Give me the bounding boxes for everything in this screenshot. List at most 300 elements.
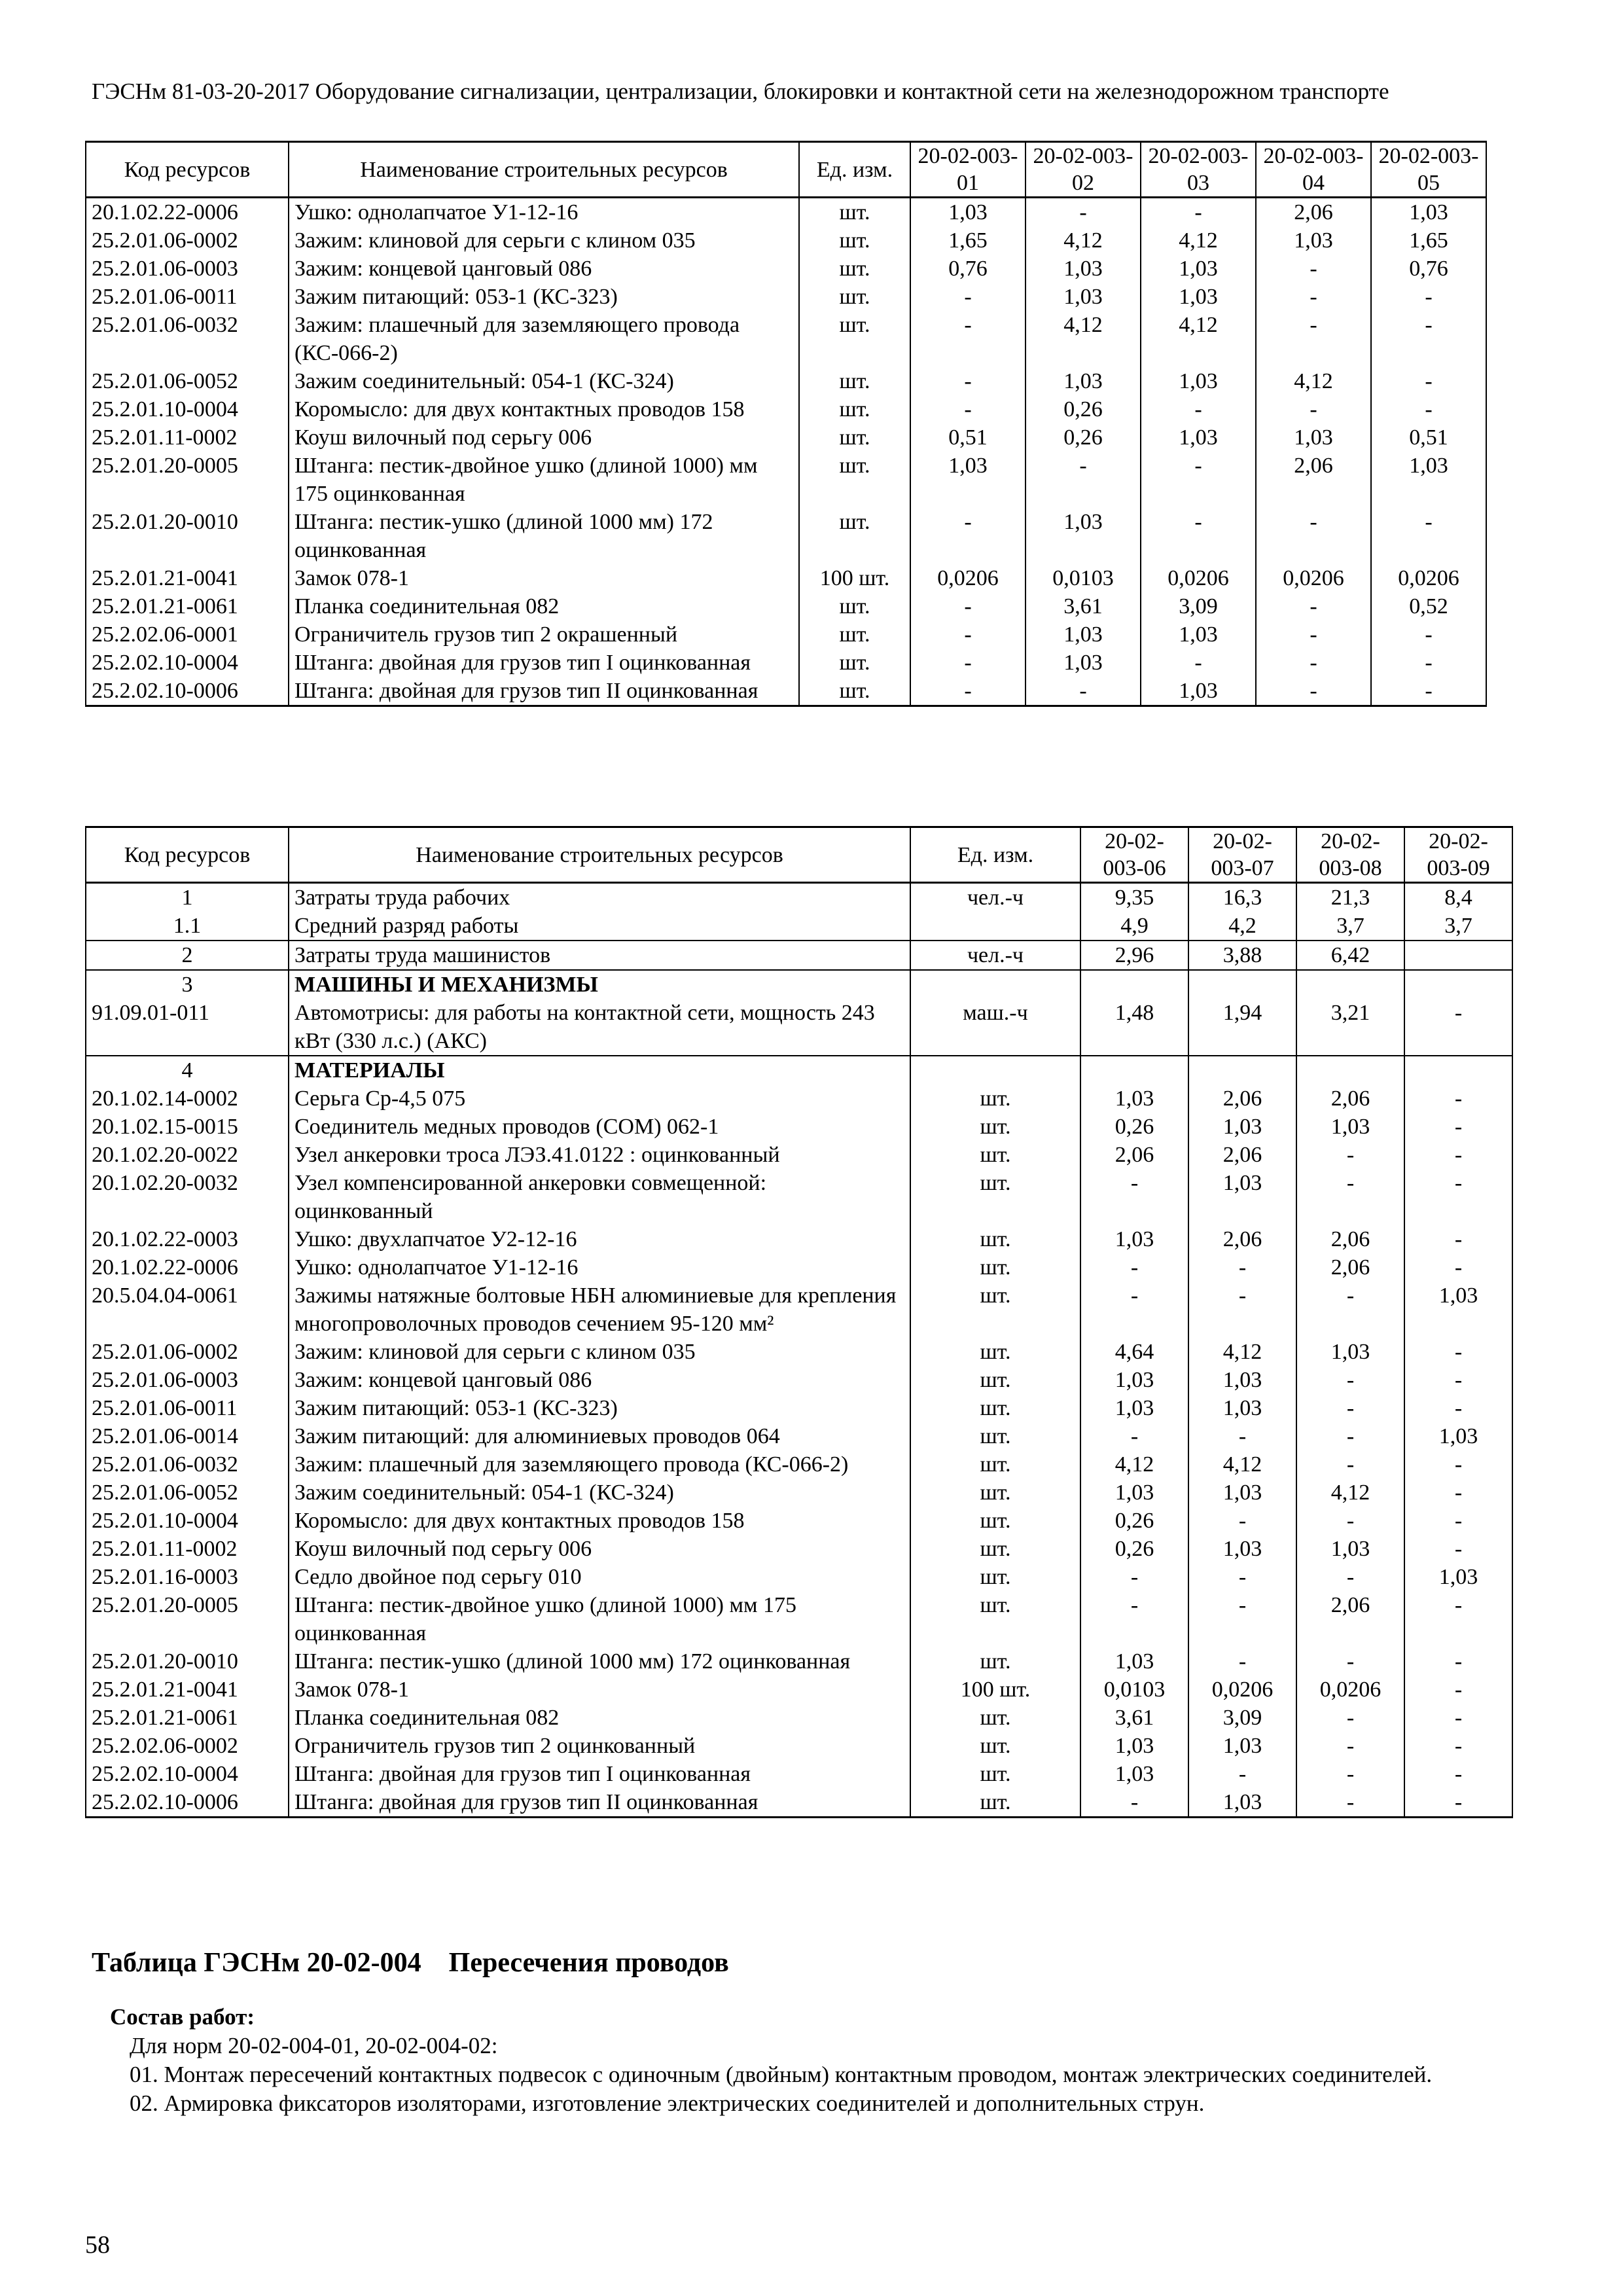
norm-value: - [910,395,1026,423]
table-row [86,1085,1512,1113]
resource-name: Зажим соединительный: 054-1 (КС-324) [289,367,799,395]
resource-code: 25.2.02.06-0002 [86,1732,289,1760]
norm-value: 1,03 [910,452,1026,508]
table-row [86,283,1486,311]
resource-code: 25.2.01.06-0014 [86,1422,289,1450]
norm-value: 1,03 [1026,508,1141,564]
column-header: Код ресурсов [86,827,289,883]
unit: шт. [910,1732,1080,1760]
table-row [86,1732,1512,1760]
unit: шт. [910,1760,1080,1788]
norm-value: 3,88 [1188,941,1296,970]
norm-value: - [1141,452,1256,508]
norm-value: 4,12 [1256,367,1371,395]
table-row [86,1169,1512,1225]
resource-name: Коуш вилочный под серьгу 006 [289,423,799,452]
norm-value: 1,03 [1080,1760,1188,1788]
norm-value: - [1404,1366,1512,1394]
table-row [86,423,1486,452]
norm-value: 3,7 [1404,912,1512,941]
norm-value: - [910,367,1026,395]
page-number: 58 [85,2231,110,2259]
norm-value: - [1296,1788,1404,1818]
resource-code: 25.2.01.10-0004 [86,1507,289,1535]
norm-value: 0,0206 [1296,1676,1404,1704]
column-header: 20-02-​003-03 [1141,142,1256,198]
norm-value: - [1256,508,1371,564]
norm-value: - [910,508,1026,564]
resource-name: МАТЕРИАЛЫ [289,1056,910,1085]
norm-value: - [1404,1647,1512,1676]
norm-value: 1,03 [1256,226,1371,255]
norm-value: 1,03 [1371,452,1486,508]
unit: шт. [910,1450,1080,1479]
norm-value: - [1296,1169,1404,1225]
column-header: 20-02-​003-07 [1188,827,1296,883]
norm-value: 1,03 [1141,677,1256,706]
norm-value: 1,03 [1188,1788,1296,1818]
norm-value: 2,06 [1256,452,1371,508]
norm-value: 1,03 [1141,423,1256,452]
unit: шт. [799,423,910,452]
resource-name: Зажим питающий: для алюминиевых проводов 064 [289,1422,910,1450]
norm-value: - [1188,1760,1296,1788]
unit: шт. [910,1788,1080,1818]
norm-value: 0,76 [1371,255,1486,283]
resources-table-2 [85,826,1513,1818]
norm-value: 1,65 [1371,226,1486,255]
resource-code: 25.2.01.06-0011 [86,283,289,311]
resource-code: 1 [86,883,289,912]
section-title: Таблица ГЭСНм 20-02-004 Пересечения проводов [92,1948,729,1978]
resource-name: Зажим: клиновой для серьги с клином 035 [289,1338,910,1366]
norm-value: 0,0206 [1188,1676,1296,1704]
work-composition [110,2003,1484,2118]
resource-name: Средний разряд работы [289,912,910,941]
norm-value: 1,03 [1188,1394,1296,1422]
table-body [86,883,1512,1818]
table-row [86,677,1486,706]
norm-value: - [1080,1591,1188,1647]
resource-name: Замок 078-1 [289,564,799,592]
norm-value: - [1026,452,1141,508]
composition-line: Для норм 20-02-004-01, 20-02-004-02: [130,2033,498,2058]
norm-value: 1,03 [1141,620,1256,649]
resource-name: Ушко: однолапчатое У1-12-16 [289,1253,910,1282]
unit: шт. [799,620,910,649]
norm-value: - [1296,1647,1404,1676]
table-row [86,1676,1512,1704]
norm-value: 1,65 [910,226,1026,255]
norm-value: 1,03 [1080,1085,1188,1113]
norm-value: - [1371,311,1486,367]
resource-name: Штанга: двойная для грузов тип I оцинкованная [289,1760,910,1788]
norm-value: - [1141,198,1256,227]
unit: шт. [799,255,910,283]
unit: шт. [910,1394,1080,1422]
column-header: 20-02-​003-04 [1256,142,1371,198]
resource-code: 20.1.02.20-0032 [86,1169,289,1225]
norm-value: 3,21 [1296,999,1404,1056]
unit: шт. [799,508,910,564]
norm-value: 1,03 [1404,1563,1512,1591]
norm-value: - [1296,1760,1404,1788]
norm-value: - [1256,283,1371,311]
norm-value: - [1141,508,1256,564]
resource-code: 3 [86,970,289,999]
norm-value: - [1256,395,1371,423]
norm-value: 2,06 [1080,1141,1188,1169]
norm-value: - [1404,1253,1512,1282]
resource-code: 25.2.01.21-0061 [86,592,289,620]
table-row [86,1366,1512,1394]
norm-value: 0,0206 [1256,564,1371,592]
norm-value: - [1371,367,1486,395]
column-header: Наименование строительных ресурсов [289,142,799,198]
norm-value: - [910,311,1026,367]
norm-value: 16,3 [1188,883,1296,912]
norm-value: 0,26 [1026,395,1141,423]
table-row [86,367,1486,395]
norm-value: 2,96 [1080,941,1188,970]
resource-name: Затраты труда машинистов [289,941,910,970]
resource-code: 4 [86,1056,289,1085]
resource-code: 25.2.01.06-0032 [86,311,289,367]
table-row [86,1253,1512,1282]
table-row [86,1338,1512,1366]
unit: шт. [910,1535,1080,1563]
norm-value: - [1404,1591,1512,1647]
norm-value: 1,03 [1026,367,1141,395]
resource-code: 20.1.02.20-0022 [86,1141,289,1169]
resource-name: Узел анкеровки троса ЛЭЗ.41.0122 : оцинкованный [289,1141,910,1169]
unit: шт. [910,1507,1080,1535]
norm-value: - [1296,1422,1404,1450]
resource-name: Штанга: пестик-двойное ушко (длиной 1000) мм 175 оцинкованная [289,452,799,508]
unit: шт. [910,1422,1080,1450]
norm-value: - [1404,1113,1512,1141]
table-row [86,1507,1512,1535]
resource-code: 25.2.01.20-0010 [86,1647,289,1676]
unit: шт. [910,1253,1080,1282]
norm-value: - [910,649,1026,677]
norm-value: - [1256,592,1371,620]
table-row [86,1479,1512,1507]
norm-value: 2,06 [1296,1253,1404,1282]
column-header: 20-02-​003-02 [1026,142,1141,198]
norm-value: 1,03 [1188,1535,1296,1563]
resource-name: Ушко: двухлапчатое У2-12-16 [289,1225,910,1253]
norm-value: - [1371,649,1486,677]
norm-value: 2,06 [1296,1225,1404,1253]
norm-value: - [1296,1366,1404,1394]
norm-value: - [1404,1760,1512,1788]
norm-value: 0,0206 [1141,564,1256,592]
norm-value: 0,0103 [1080,1676,1188,1704]
unit: 100 шт. [910,1676,1080,1704]
norm-value: 1,03 [1026,283,1141,311]
table-row [86,883,1512,912]
norm-value: - [1080,1422,1188,1450]
table-row [86,620,1486,649]
resource-name: Зажим: плашечный для заземляющего провода (КС-066-2) [289,311,799,367]
norm-value [1080,1056,1188,1085]
resources-table-1 [85,141,1487,707]
unit: маш.-ч [910,999,1080,1056]
table-row [86,999,1512,1056]
table-row [86,912,1512,941]
resource-code: 25.2.01.16-0003 [86,1563,289,1591]
column-header: Наименование строительных ресурсов [289,827,910,883]
unit: шт. [799,198,910,227]
unit: шт. [799,226,910,255]
norm-value [1188,1056,1296,1085]
table-row [86,1056,1512,1085]
resource-name: Штанга: пестик-ушко (длиной 1000 мм) 172 оцинкованная [289,508,799,564]
resource-name: Зажим: плашечный для заземляющего провода (КС-066-2) [289,1450,910,1479]
norm-value: - [1404,1450,1512,1479]
norm-value: 4,64 [1080,1338,1188,1366]
norm-value: 0,0206 [910,564,1026,592]
norm-value: - [1404,1788,1512,1818]
resource-code: 20.5.04.04-0061 [86,1282,289,1338]
unit: чел.-ч [910,941,1080,970]
norm-value: - [1080,1563,1188,1591]
table-row [86,452,1486,508]
resource-code: 91.09.01-011 [86,999,289,1056]
norm-value: 0,0206 [1371,564,1486,592]
norm-value: 1,03 [1404,1422,1512,1450]
norm-value: 1,03 [1080,1732,1188,1760]
resource-name: Штанга: пестик-ушко (длиной 1000 мм) 172 оцинкованная [289,1647,910,1676]
norm-value: - [1080,1169,1188,1225]
resource-code: 25.2.02.06-0001 [86,620,289,649]
resource-code: 25.2.01.06-0003 [86,1366,289,1394]
resource-code: 25.2.02.10-0006 [86,677,289,706]
resource-name: Штанга: двойная для грузов тип I оцинкованная [289,649,799,677]
unit: шт. [910,1704,1080,1732]
norm-value: 2,06 [1188,1225,1296,1253]
unit: шт. [799,367,910,395]
table-row [86,1535,1512,1563]
norm-value: - [910,592,1026,620]
table-row [86,1141,1512,1169]
norm-value: - [1256,677,1371,706]
column-header: 20-02-​003-09 [1404,827,1512,883]
unit: шт. [910,1563,1080,1591]
norm-value [1080,970,1188,999]
norm-value: - [1188,1591,1296,1647]
norm-value: 1,03 [1080,1479,1188,1507]
resource-name: Узел компенсированной анкеровки совмещенной: оцинкованный [289,1169,910,1225]
resource-code: 25.2.01.06-0052 [86,1479,289,1507]
resource-code: 25.2.01.10-0004 [86,395,289,423]
document-header: ГЭСНм 81-03-20-2017 Оборудование сигнализации, централизации, блокировки и контактной сети на железнодорожном транспорте [92,79,1389,104]
resource-code: 25.2.01.11-0002 [86,423,289,452]
norm-value: 1,03 [1080,1394,1188,1422]
resource-name: Зажимы натяжные болтовые НБН алюминиевые для крепления многопроволочных проводов сечением 95-120 мм² [289,1282,910,1338]
norm-value: - [1404,1732,1512,1760]
norm-value: - [1256,620,1371,649]
norm-value: 1,03 [1404,1282,1512,1338]
resource-code: 25.2.01.20-0005 [86,1591,289,1647]
resource-name: Планка соединительная 082 [289,592,799,620]
norm-value: 1,03 [1080,1647,1188,1676]
resource-code: 25.2.01.06-0003 [86,255,289,283]
column-header: Код ресурсов [86,142,289,198]
norm-value: 21,3 [1296,883,1404,912]
unit: шт. [799,283,910,311]
norm-value: 1,03 [1256,423,1371,452]
norm-value: - [1188,1253,1296,1282]
norm-value: - [1404,1085,1512,1113]
table-row [86,1704,1512,1732]
norm-value: 3,09 [1188,1704,1296,1732]
table-row [86,970,1512,999]
norm-value: - [910,620,1026,649]
resource-name: Соединитель медных проводов (СОМ) 062-1 [289,1113,910,1141]
unit: шт. [910,1338,1080,1366]
column-header: 20-02-​003-01 [910,142,1026,198]
norm-value: 0,26 [1026,423,1141,452]
norm-value: 1,03 [1296,1113,1404,1141]
norm-value: - [1296,1394,1404,1422]
norm-value: - [910,677,1026,706]
norm-value: - [1141,395,1256,423]
unit: шт. [910,1479,1080,1507]
norm-value: 1,48 [1080,999,1188,1056]
resource-name: Зажим: клиновой для серьги с клином 035 [289,226,799,255]
norm-value: - [1371,677,1486,706]
norm-value: 0,26 [1080,1507,1188,1535]
unit: чел.-ч [910,883,1080,912]
norm-value: - [1371,283,1486,311]
norm-value: 1,03 [1371,198,1486,227]
resource-code: 25.2.01.21-0061 [86,1704,289,1732]
unit [910,912,1080,941]
resource-name: МАШИНЫ И МЕХАНИЗМЫ [289,970,910,999]
norm-value: - [1296,1563,1404,1591]
resource-code: 20.1.02.14-0002 [86,1085,289,1113]
table-row [86,1788,1512,1818]
norm-value: 1,03 [1026,649,1141,677]
norm-value: 2,06 [1296,1591,1404,1647]
table-row [86,649,1486,677]
table-row [86,1113,1512,1141]
table-row [86,1647,1512,1676]
norm-value: 0,76 [910,255,1026,283]
norm-value: - [1188,1647,1296,1676]
norm-value: 1,03 [1141,255,1256,283]
norm-value: 1,03 [1188,1169,1296,1225]
norm-value [1296,1056,1404,1085]
resource-name: Зажим соединительный: 054-1 (КС-324) [289,1479,910,1507]
unit: 100 шт. [799,564,910,592]
norm-value: - [1026,198,1141,227]
norm-value: 2,06 [1188,1085,1296,1113]
resource-code: 25.2.01.06-0002 [86,1338,289,1366]
composition-line: 01. Монтаж пересечений контактных подвесок с одиночным (двойным) контактным проводом, монтаж электрических соединителей. [130,2062,1433,2087]
norm-value: - [1404,1704,1512,1732]
norm-value: - [910,283,1026,311]
norm-value: - [1256,255,1371,283]
norm-value: 0,51 [1371,423,1486,452]
norm-value: 4,12 [1026,311,1141,367]
resource-name: Серьга Ср-4,5 075 [289,1085,910,1113]
norm-value: 0,0103 [1026,564,1141,592]
norm-value [1188,970,1296,999]
norm-value: - [1371,508,1486,564]
resource-name: Зажим питающий: 053-1 (КС-323) [289,1394,910,1422]
resource-name: Седло двойное под серьгу 010 [289,1563,910,1591]
unit [910,1056,1080,1085]
norm-value: - [1404,1507,1512,1535]
resource-name: Коромысло: для двух контактных проводов 158 [289,395,799,423]
unit: шт. [799,649,910,677]
norm-value: 2,06 [1296,1085,1404,1113]
table-row [86,508,1486,564]
norm-value: 4,2 [1188,912,1296,941]
resource-name: Зажим питающий: 053-1 (КС-323) [289,283,799,311]
unit: шт. [799,395,910,423]
norm-value: 1,03 [1188,1366,1296,1394]
norm-value: 2,06 [1256,198,1371,227]
unit: шт. [910,1169,1080,1225]
norm-value [1404,970,1512,999]
table-row [86,395,1486,423]
norm-value: 4,9 [1080,912,1188,941]
resource-name: Зажим: концевой цанговый 086 [289,255,799,283]
norm-value: - [1296,1732,1404,1760]
norm-value: - [1404,1394,1512,1422]
norm-value: 1,03 [1141,283,1256,311]
table-row [86,1394,1512,1422]
norm-value: - [1404,1479,1512,1507]
column-header: 20-02-​003-08 [1296,827,1404,883]
resource-name: Коромысло: для двух контактных проводов 158 [289,1507,910,1535]
table-row [86,1450,1512,1479]
norm-value: - [1404,1535,1512,1563]
norm-value: 1,03 [1080,1225,1188,1253]
norm-value [1404,1056,1512,1085]
norm-value: 4,12 [1080,1450,1188,1479]
norm-value: 0,51 [910,423,1026,452]
norm-value: 9,35 [1080,883,1188,912]
unit: шт. [910,1647,1080,1676]
resource-name: Коуш вилочный под серьгу 006 [289,1535,910,1563]
norm-value: - [1371,395,1486,423]
norm-value: 1,03 [1080,1366,1188,1394]
column-header: Ед. изм. [799,142,910,198]
table-header-row [86,142,1486,198]
norm-value: 0,26 [1080,1113,1188,1141]
norm-value: 1,94 [1188,999,1296,1056]
norm-value: - [1141,649,1256,677]
table-row [86,226,1486,255]
norm-value: 1,03 [1026,255,1141,283]
resource-name: Затраты труда рабочих [289,883,910,912]
table-row [86,1563,1512,1591]
resource-name: Автомотрисы: для работы на контактной сети, мощность 243 кВт (330 л.с.) (АКС) [289,999,910,1056]
unit: шт. [910,1591,1080,1647]
composition-line: 02. Армировка фиксаторов изоляторами, изготовление электрических соединителей и дополнительных струн. [130,2090,1205,2116]
resource-code: 25.2.01.11-0002 [86,1535,289,1563]
norm-value: 1,03 [1026,620,1141,649]
resource-code: 25.2.01.06-0032 [86,1450,289,1479]
norm-value: 1,03 [910,198,1026,227]
norm-value: - [1188,1282,1296,1338]
resource-code: 2 [86,941,289,970]
